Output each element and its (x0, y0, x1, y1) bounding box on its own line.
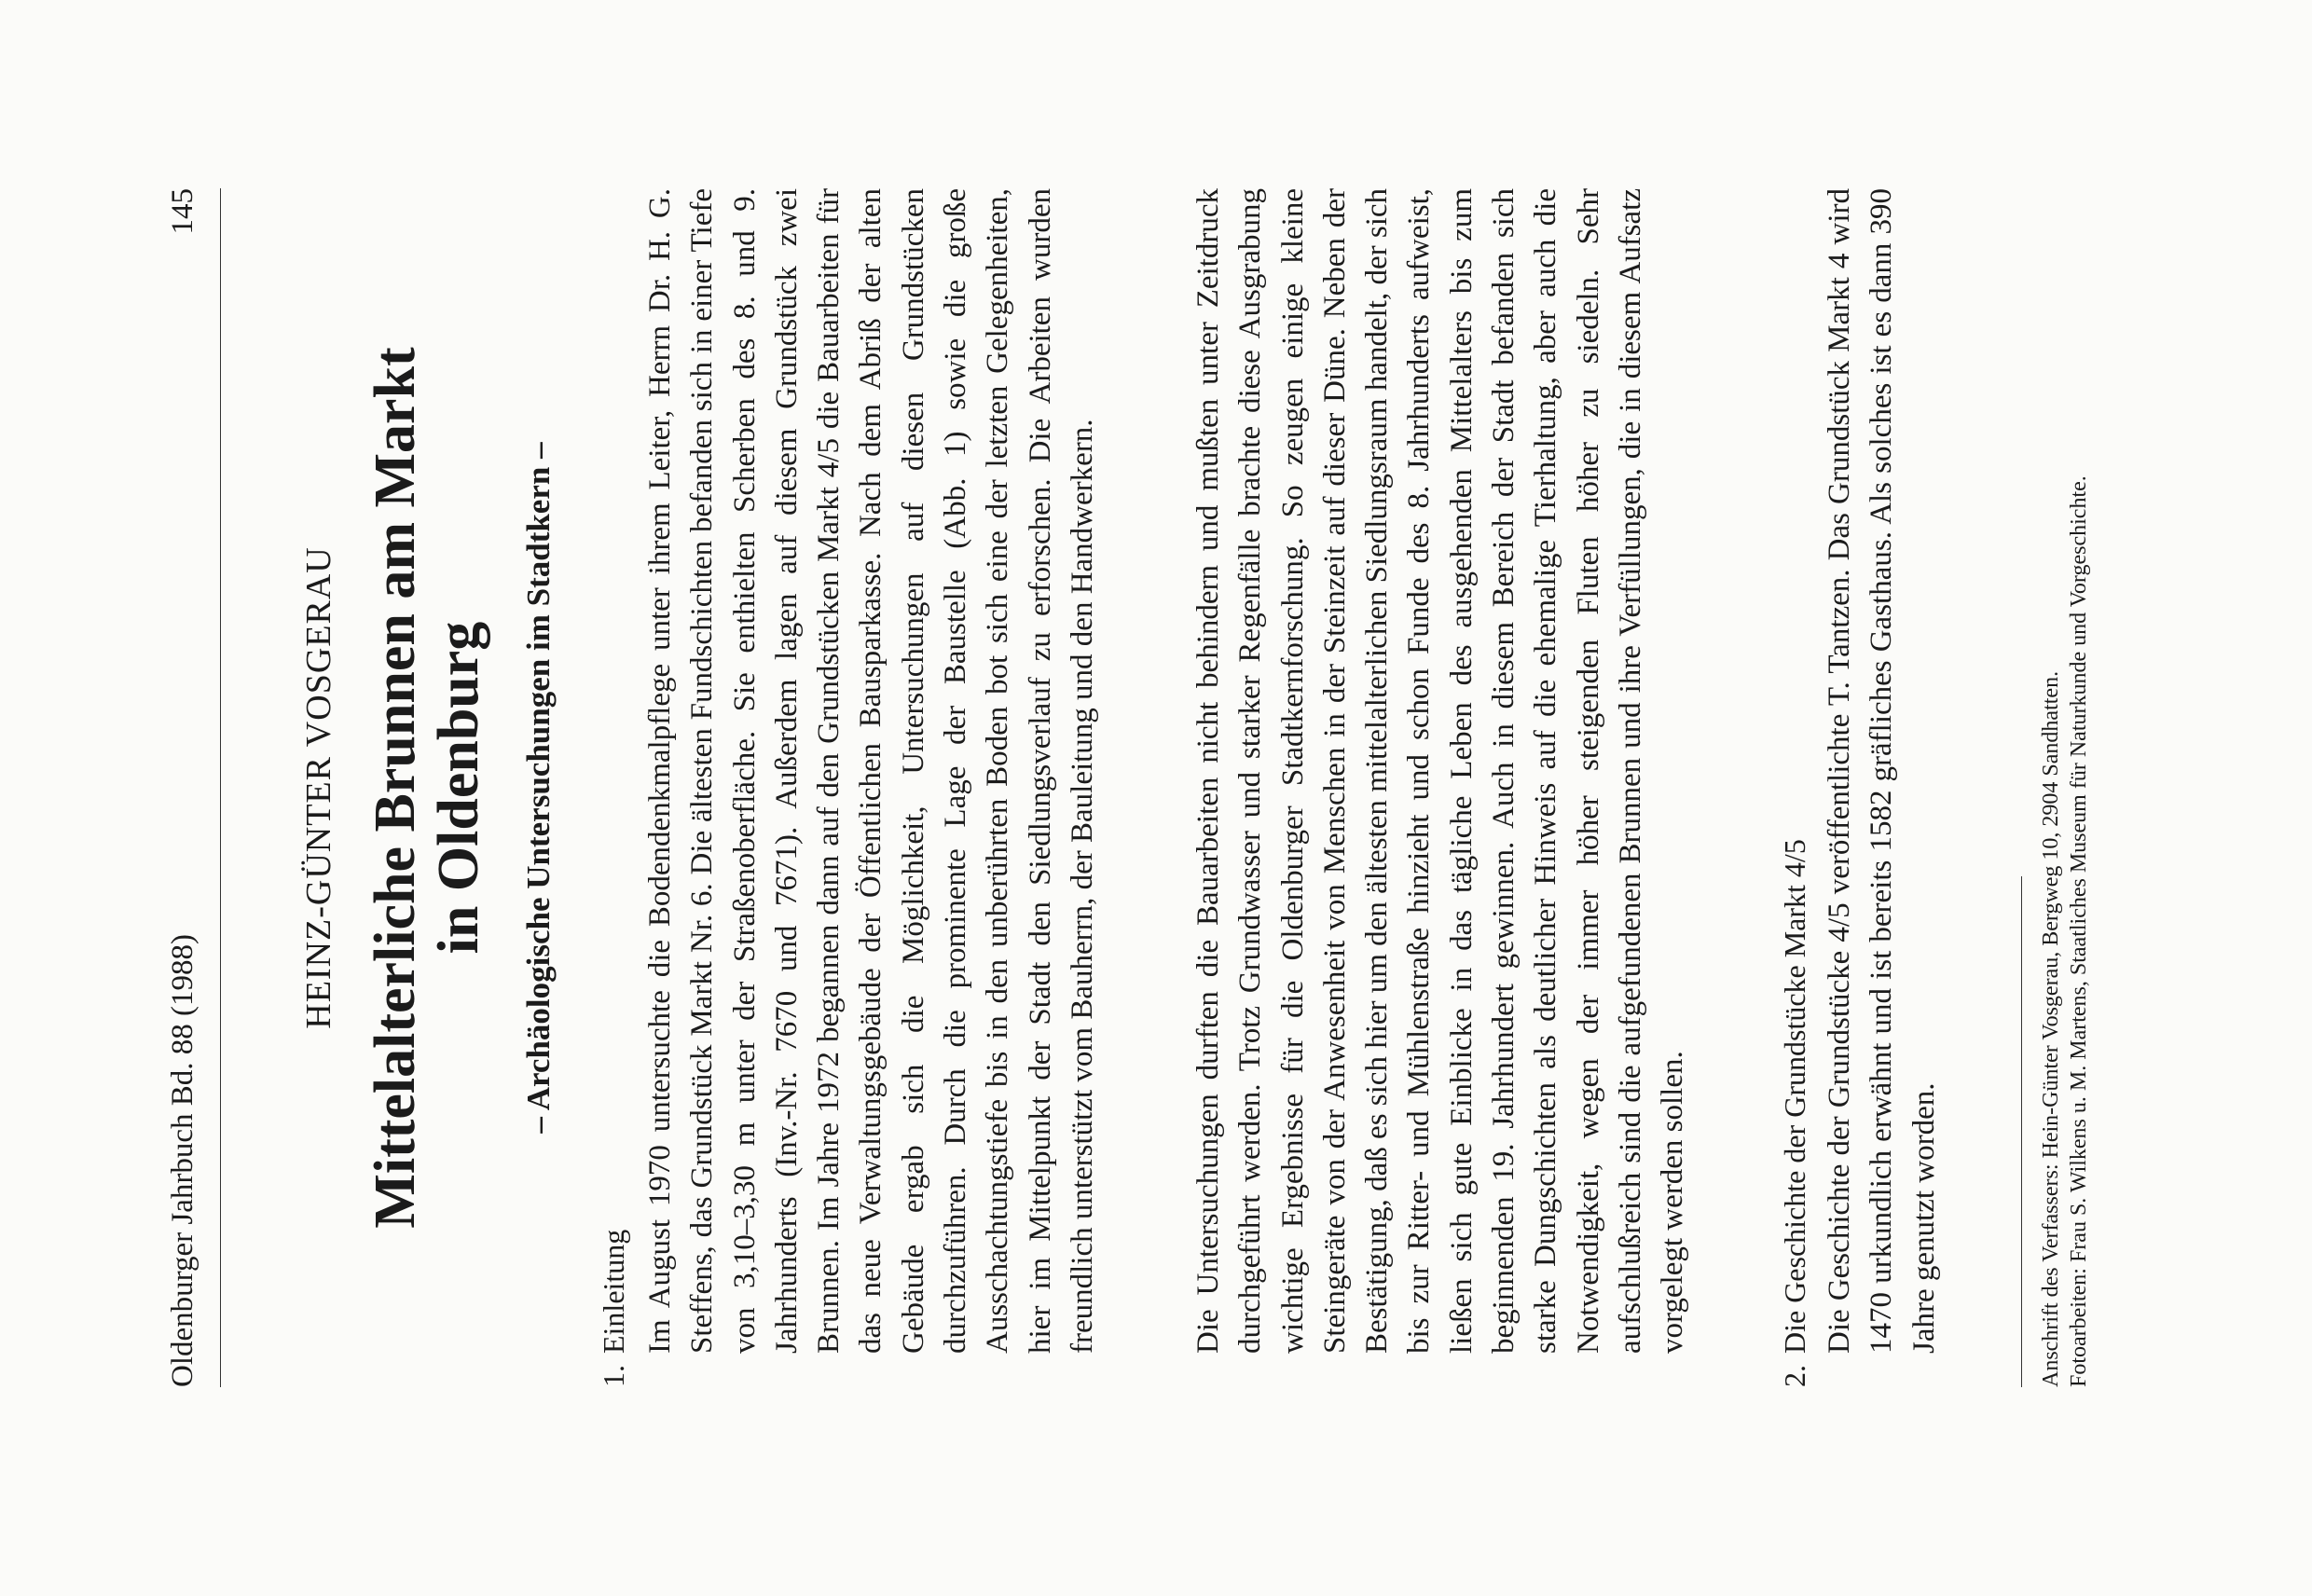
section-title: Die Geschichte der Grundstücke Markt 4/5 (1778, 839, 1811, 1354)
footnote-rule (2021, 876, 2022, 1387)
footnote-photos: Fotoarbeiten: Frau S. Wilkens u. M. Martens, Staatliches Museum für Naturkunde und Vorgeschichte. (2067, 475, 2091, 1387)
footnote-address: Anschrift des Verfassers: Hein-Günter Vosgerau, Bergweg 10, 2904 Sandhatten. (2039, 670, 2063, 1387)
section-1-paragraph-2: Die Untersuchungen durften die Bauarbeiten nicht behindern und mußten unter Zeitdruck durchgeführt werden. Trotz Grundwasser und starker Regenfälle brachte diese Ausgrabung wichtige Ergebnisse für die Oldenburger Stadtkernforschung. So zeugen einige kleine Steingeräte von der Anwesenheit von Menschen in der Steinzeit auf dieser Düne. Neben der Bestätigung, daß es sich hier um den ältesten mittelalterlichen Siedlungsraum handelt, der sich bis zur Ritter- und Mühlenstraße hinzieht und schon Funde des 8. Jahrhunderts aufweist, ließen sich gute Einblicke in das tägliche Leben des ausgehenden Mittelalters bis zum beginnenden 19. Jahrhundert gewinnen. Auch in diesem Bereich der Stadt befanden sich starke Dungschichten als deutlicher Hinweis auf die ehemalige Tierhaltung, aber auch die Notwendigkeit, wegen der immer höher steigenden Fluten höher zu siedeln. Sehr aufschlußreich sind die aufgefundenen Brunnen und ihre Verfüllungen, die in diesem Aufsatz vorgelegt werden sollen. (1191, 187, 1690, 1354)
article-title-line-2: in Oldenburg (427, 621, 490, 955)
page-number: 145 (166, 188, 200, 235)
author: HEINZ-GÜNTER VOSGERAU (299, 546, 338, 1029)
section-2-paragraph-1: Die Geschichte der Grundstücke 4/5 veröffentlichte T. Tantzen. Das Grundstück Markt 4 wird 1470 urkundlich erwähnt und ist bereits 1582 gräfliches Gasthaus. Als solches ist es dann 390 Jahre genutzt worden. (1823, 188, 1941, 1354)
section-title: Einleitung (597, 1229, 630, 1354)
journal-title: Oldenburger Jahrbuch Bd. 88 (1988) (166, 933, 200, 1387)
article-title-line-1: Mittelalterliche Brunnen am Markt (364, 347, 427, 1229)
header-rule (220, 188, 221, 1387)
section-number: 1. (597, 1365, 630, 1387)
section-1-paragraph-1: Im August 1970 untersuchte die Bodendenkmalpflege unter ihrem Leiter, Herrn Dr. H. G. Steffens, das Grundstück Markt Nr. 6. Die ältesten Fundschichten befanden sich in einer Tiefe von 3,10–3,30 m unter der Straßenoberfläche. Sie enthielten Scherben des 8. und 9. Jahrhunderts (Inv.-Nr. 7670 und 7671). Außerdem lagen auf diesem Grundstück zwei Brunnen. Im Jahre 1972 begannen dann auf den Grundstücken Markt 4/5 die Bauarbeiten für das neue Verwaltungsgebäude der Öffentlichen Bausparkasse. Nach dem Abriß der alten Gebäude ergab sich die Möglichkeit, Untersuchungen auf diesen Grundstücken durchzuführen. Durch die prominente Lage der Baustelle (Abb. 1) sowie die große Ausschachtungstiefe bis in den unberührten Boden bot sich eine der letzten Gelegenheiten, hier im Mittelpunkt der Stadt den Siedlungsverlauf zu erforschen. Die Arbeiten wurden freundlich unterstützt vom Bauherrn, der Bauleitung und den Handwerkern. (643, 188, 1099, 1354)
section-number: 2. (1778, 1365, 1811, 1387)
article-subtitle: – Archäologische Untersuchungen im Stadtkern – (520, 442, 557, 1134)
footnotes (2037, 188, 2093, 1387)
running-head (166, 188, 213, 1387)
